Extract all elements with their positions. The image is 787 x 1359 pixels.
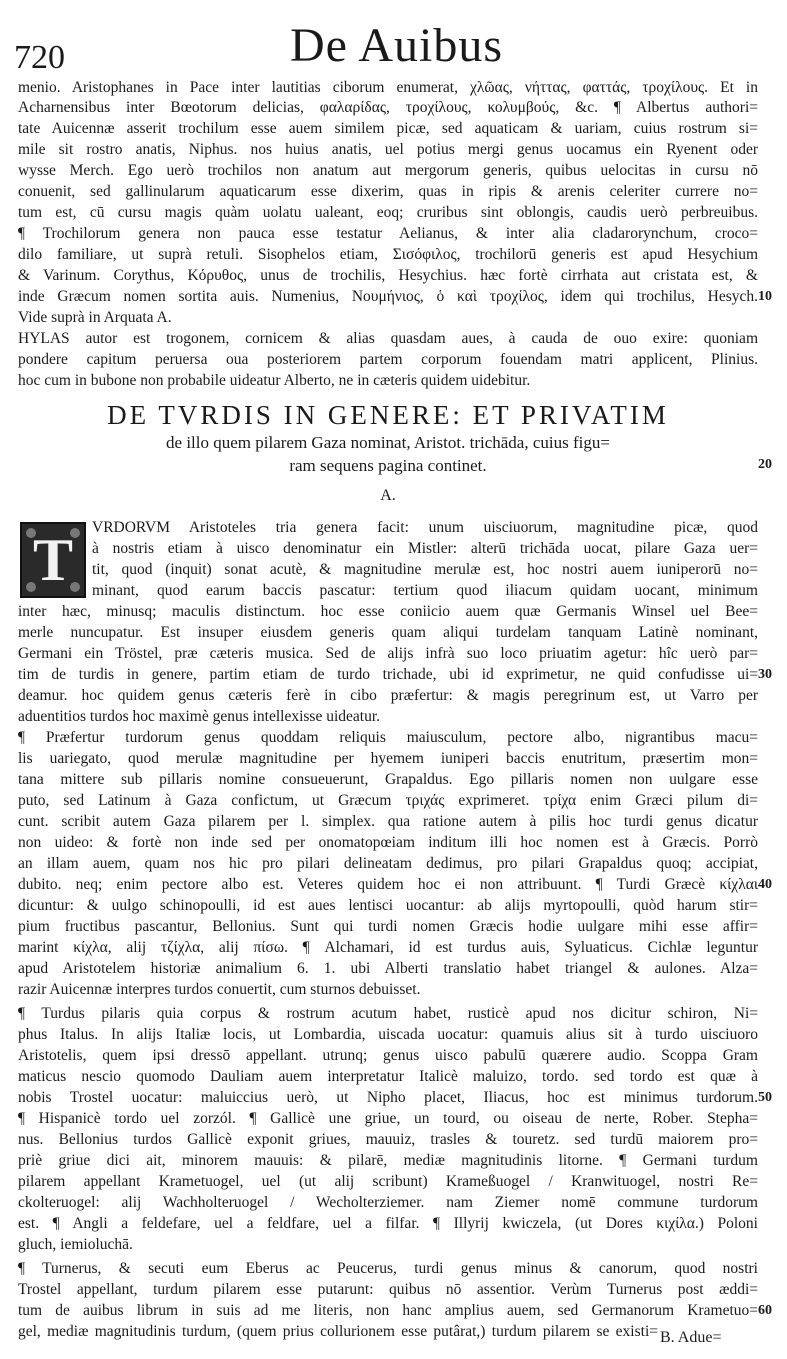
text-line: & Varinum. Corythus, Κόρυθος, unus de trochilis, Hesychius. hæc fortè cirrhata aut cristata est, &	[18, 267, 758, 284]
text-line: tum est, cū cursu magis quàm uolatu ualeant, eoq; cruribus sint oblongis, caudis uerò perbreuibus.	[18, 204, 758, 221]
text-line: ckolteruogel: alij Wachholteruogel / Wecholterziemer. nam Ziemer nomē commune turdorum	[18, 1194, 758, 1211]
text-line: merle nuncupatur. Est insuper eiusdem generis quam aliqui turdelam tanquam Latinè nominant,	[18, 624, 758, 641]
margin-line-number: 50	[758, 1090, 772, 1105]
margin-line-number: 10	[758, 289, 772, 304]
text-line: an illam auem, quam nos hic pro pilari delineatam dedimus, pro pilari Grapaldus quoq; accipiat,	[18, 855, 758, 872]
text-line: priè griue dici ait, minorem mauuis: & pilarē, mediæ magnitudinis litorne. ¶ Germani turdum	[18, 1152, 758, 1169]
text-line: gel, mediæ magnitudinis turdum, (quem prius collurionem esse putârat,) turdum pilarem se existi=	[18, 1323, 658, 1340]
margin-line-number: 60	[758, 1303, 772, 1318]
text-line: pondere capitum peruersa oua posteriorem partem corporum fouendam matri applicent, Plinius.	[18, 351, 758, 368]
text-line: Trostel appellant, turdum pilarem esse putarunt: quibus nō assentior. Verùm Turnerus post æddi=	[18, 1281, 758, 1298]
text-line: pium fructibus pascantur, Bellonius. Sunt qui turdi nomen Græcis hodie uulgare mihi esse affir=	[18, 918, 758, 935]
text-line: wysse Merch. Ego uerò trochilos non anatum aut mergorum generis, quibus uelocitas in cursu nō	[18, 162, 758, 179]
text-line: lis uariegato, quod merulæ magnitudine per hyemem iuniperi baccis enutritum, præsertim mon=	[18, 750, 758, 767]
text-line: maticus nescio quomodo Dauliam auem interpretatur Italicè maluizo, tordo. sed tordo est quæ à	[18, 1068, 758, 1085]
ornamental-initial	[20, 522, 86, 598]
text-line: ¶ Præfertur turdorum genus quoddam reliquis maiusculum, pectore albo, nigrantibus macu=	[18, 729, 758, 746]
text-line: cunt. scribit autem Gaza pilarem per l. simplex. qua ratione autem à pilis hoc turdi genus dicatur	[18, 813, 758, 830]
text-line: deamur. hoc quidem genus cæteris ferè in cibo præfertur: & magis peregrinum est, ut Varro per	[18, 687, 758, 704]
text-line: tum de auibus librum in suis ad me literis, non hanc amplius auem, sed Germanorum Krametuo=	[18, 1302, 758, 1319]
text-line: HYLAS autor est trogonem, cornicem & alias quasdam aues, à cauda de ouo exire: quoniam	[18, 330, 758, 347]
text-line: Germani ein Tröstel, præ cæteris musica. Sed de alijs infrà suo loco priuatim agetur: hîc uerò par=	[18, 645, 758, 662]
chapter-subheading: de illo quem pilarem Gaza nominat, Aristot. trichāda, cuius figu=	[166, 433, 610, 452]
running-title: De Auibus	[290, 19, 503, 72]
text-line: hoc cum in bubone non probabile uideatur Alberto, ne in cæteris quidem uidebitur.	[18, 372, 531, 389]
text-line: Vide suprà in Arquata A.	[18, 309, 172, 326]
text-line: ¶ Turnerus, & secuti eum Eberus ac Peucerus, turdi genus minus & canorum, quod nostri	[18, 1260, 758, 1277]
text-line: inter hæc, minusq; maculis distinctum. hoc esse coniicio auem quæ Germanis Winsel uel Bee=	[18, 603, 758, 620]
text-line: inde Græcum nomen sortita auis. Numenius, Νουμήνιος, ὁ καὶ τροχίλος, idem qui trochilus, Hesych.	[18, 288, 758, 305]
initial-letter: T	[32, 527, 74, 593]
text-line: gluch, iemioluchā.	[18, 1236, 133, 1253]
text-line: razir Auicennæ interpres turdos conuertit, cum sturnos debuisset.	[18, 981, 421, 998]
text-line: marint κίχλα, alij τζίχλα, alij πίσω. ¶ Alchamari, id est turdus auis, Syluaticus. Cichlæ leguntur	[18, 939, 758, 956]
text-line: conuenit, sed gallinularum aquaticarum esse dixerim, quas in ripis & arenis celeriter currere no=	[18, 183, 758, 200]
text-line: nus. Bellonius turdos Gallicè exponit griues, mauuiz, trasles & touretz. sed turdū maiorem pro=	[18, 1131, 758, 1148]
text-line: apud Aristotelem historiæ animalium 6. 1. ubi Alberti translatio habet triangel & aulones. Alza=	[18, 960, 758, 977]
text-line: tit, quod (inquit) sonat acutè, & magnitudine merulæ est, hoc nostri auem iuniperorū no=	[92, 561, 758, 578]
text-line: Aristotelis, quem ipsi dressō appellant. utrunq; genus uisco pabulū quærere audio. Scoppa Gram	[18, 1047, 758, 1064]
text-line: ¶ Hispanicè tordo uel zorzól. ¶ Gallicè une griue, un tourd, ou oiseau de nerte, Rober. Stepha=	[18, 1110, 758, 1127]
chapter-subheading: ram sequens pagina continet.	[289, 456, 487, 475]
text-line: ¶ Trochilorum genera non pauca esse testatur Aelianus, & inter alia cladarorynchum, croco=	[18, 225, 758, 242]
text-line: mile sit rostro anatis, Niphus. nos huius anatis, uel potius mergi genus uocamus ein Ryenent oder	[18, 141, 758, 158]
margin-line-number: 40	[758, 877, 772, 892]
text-line: tana mittere sub pillaris nomine consueuerunt, Grapaldus. Ego pillaris nomen non uulgare esse	[18, 771, 758, 788]
text-line: dilo familiare, ut suprà retuli. Sisophelos etiam, Σισόφιλος, trochilorū generis est apud Hesychium	[18, 246, 758, 263]
text-line: puto, sed Latinum à Gaza confictum, ut Græcum τριχάς exprimeret. τρίχα enim Græci pilum di=	[18, 792, 758, 809]
text-line: non uideo: & fortè non inde sed per onomatopœiam inditum illi hoc nomen est à Græcis. Porrò	[18, 834, 758, 851]
catchword: B. Adue=	[660, 1329, 722, 1346]
text-line: Acharnensibus inter Bœotorum delicias, φαλαρίδας, τροχίλους, κολυμβούς, &c. ¶ Albertus authori=	[18, 99, 758, 116]
text-line: menio. Aristophanes in Pace inter lautitias ciborum enumerat, χλῶας, νήττας, φαττάς, τροχίλους. Et in	[18, 79, 758, 96]
text-line: tate Auicennæ asserit trochilum esse auem similem picæ, sed aquaticam & uariam, cuius rostrum si=	[18, 120, 758, 137]
text-line: phus Italus. In alijs Italiæ locis, ut Lombardia, uiscada uocatur: quamuis alius sit à turdo uisciuoro	[18, 1026, 758, 1043]
text-line: dubito. neq; enim pectore albo est. Veteres quidem hoc ei non attribuunt. ¶ Turdi Græcè κίχλαι	[18, 876, 758, 893]
text-line: tim de turdis in genere, partim etiam de turdo trichade, ubi id exprimetur, ne quid confudisse ui=	[18, 666, 758, 683]
chapter-heading: DE TVRDIS IN GENERE: ET PRIVATIM	[107, 400, 669, 430]
text-line: dicuntur: & uulgo schinopoulli, id est aues lentisci uocantur: ab alijs myrtopoulli, quòd harum stir=	[18, 897, 758, 914]
page-number: 720	[14, 39, 65, 76]
text-line: à nostris etiam à uisco denominatur ein Mistler: alterū trichāda uocat, pilare Gaza uer=	[92, 540, 758, 557]
text-line: est. ¶ Angli a feldefare, uel a feldfare, uel a filfar. ¶ Illyrij kwiczela, (ut Dores κιχίλα.) Poloni	[18, 1215, 758, 1232]
section-letter: A.	[380, 487, 396, 504]
text-line: ¶ Turdus pilaris quia corpus & rostrum acutum habet, rusticè apud nos dicitur schiron, Ni=	[18, 1005, 758, 1022]
text-line: aduentitios turdos hoc maximè genus intellexisse uideatur.	[18, 708, 381, 725]
text-line: pilarem appellant Krametuogel, uel (ut alij scribunt) Krameßuogel / Kranwituogel, nostri Re=	[18, 1173, 758, 1190]
text-line: VRDORVM Aristoteles tria genera facit: unum uisciuorum, magnitudine picæ, quod	[92, 519, 758, 536]
margin-line-number: 20	[758, 457, 772, 472]
text-line: minant, quod earum baccis pascatur: tertium quod iliacum quidam uocant, minimum	[92, 582, 758, 599]
text-line: nobis Trostel uocatur: maluiccius uerò, ut Nipho placet, Iliacus, hoc est minimus turdorum.	[18, 1089, 758, 1106]
margin-line-number: 30	[758, 667, 772, 682]
